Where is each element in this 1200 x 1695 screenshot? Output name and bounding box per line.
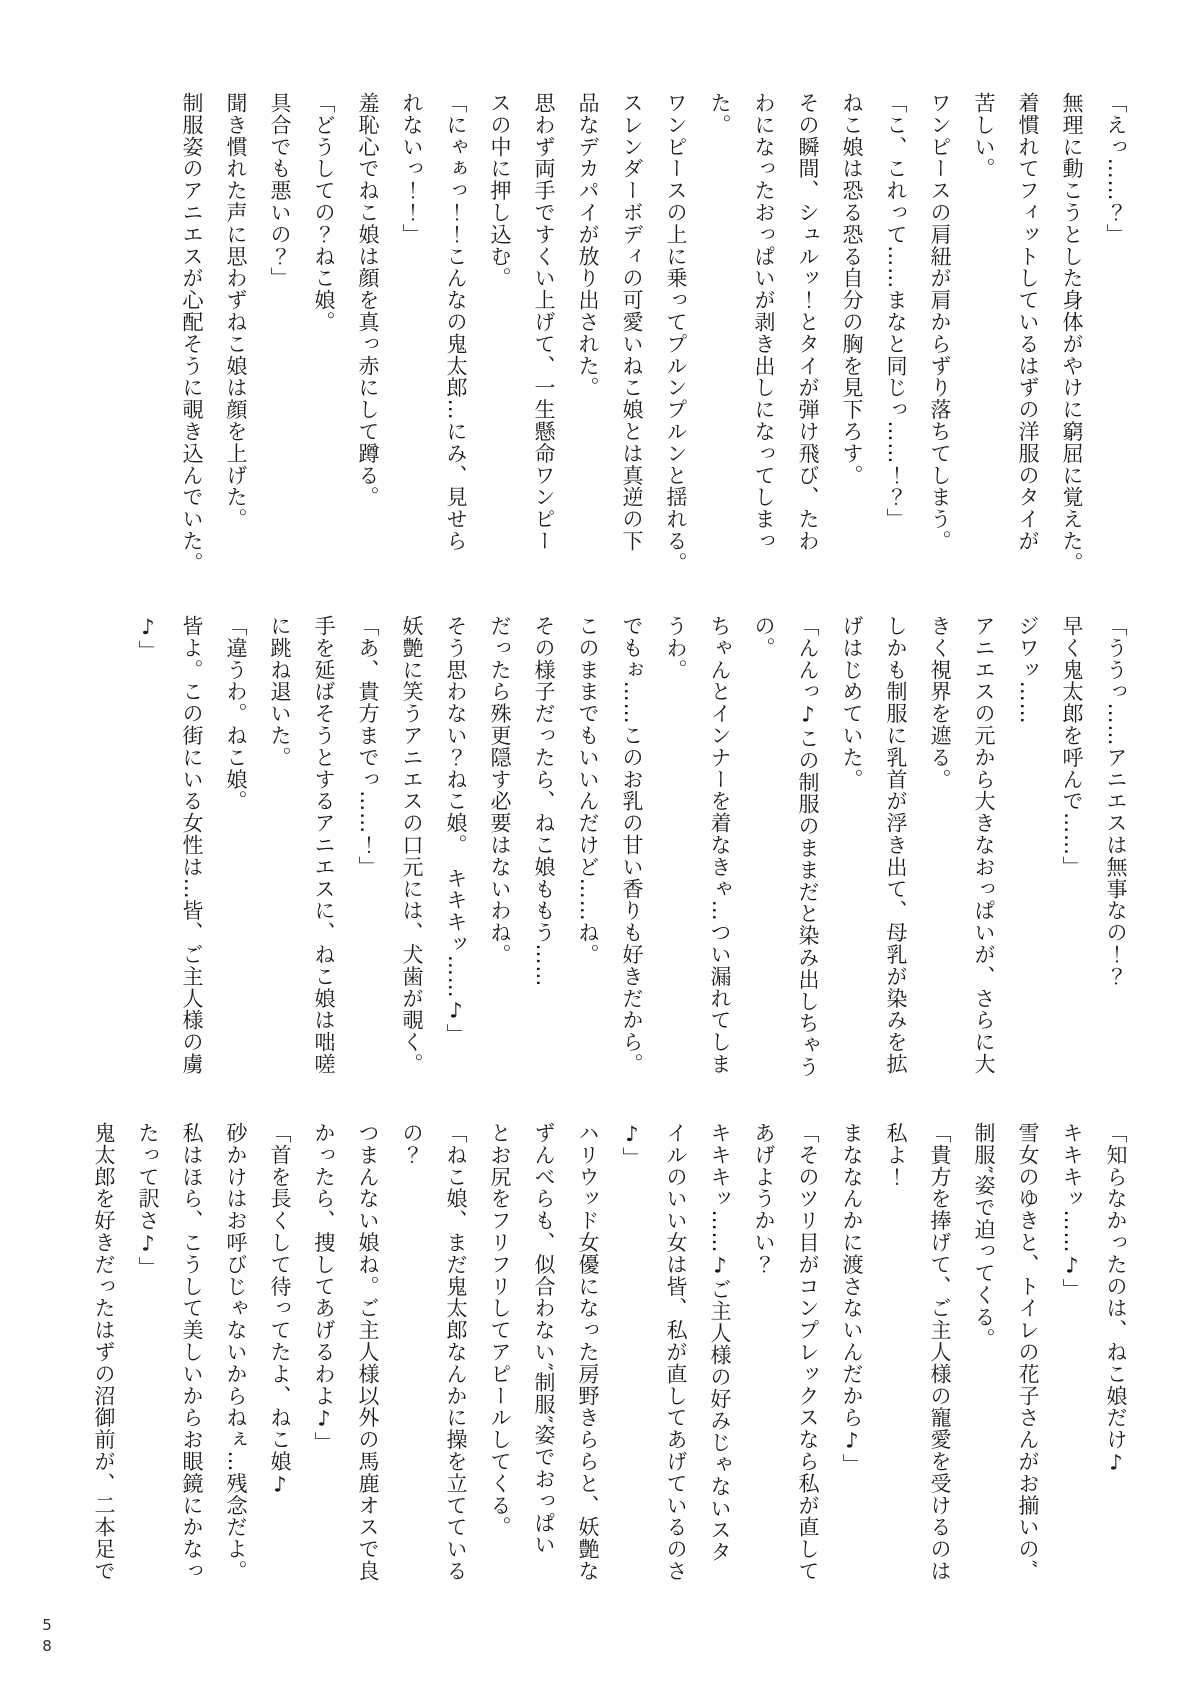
text-line: ワンピースの肩紐が肩からずり落ちてしまう。: [928, 92, 952, 552]
text-line: げはじめていた。: [840, 615, 864, 791]
text-line: 「にゃぁっ！！こんなの鬼太郎…にみ、見せら: [444, 92, 468, 552]
text-line: 「えっ……？」: [1104, 92, 1128, 246]
text-line: の。: [752, 615, 776, 659]
text-line: 聞き慣れた声に思わずねこ娘は顔を上げた。: [224, 92, 248, 530]
text-line: 「んんっ♪この制服のままだと染み出しちゃう: [796, 615, 820, 1078]
text-line: イルのいい女は皆、私が直してあげているのさ: [664, 1122, 688, 1582]
text-line: 「貴方を捧げて、ご主人様の寵愛を受けるのは: [928, 1122, 952, 1582]
text-line: 「どうしての？ねこ娘。: [312, 92, 336, 333]
text-line: 「知らなかったのは、ねこ娘だけ♪: [1104, 1122, 1128, 1476]
text-line: とお尻をフリフリしてアピールしてくる。: [488, 1122, 512, 1539]
text-line: ちゃんとインナーを着なきゃ…つい漏れてしま: [708, 615, 732, 1075]
text-line: 「こ、これって……まなと同じっ……！？」: [884, 92, 908, 530]
text-line: スレンダーボディの可愛いねこ娘とは真逆の下: [620, 92, 644, 552]
text-line: ねこ娘は恐る恐る自分の胸を見下ろす。: [840, 92, 864, 487]
text-line: しかも制服に乳首が浮き出て、母乳が染みを拡: [884, 615, 908, 1075]
text-line: 「首を長くして待ってたよ、ねこ娘♪: [268, 1122, 292, 1498]
text-line: 皆よ。この街にいる女性は…皆、ご主人様の虜: [180, 615, 204, 1075]
text-line: 羞恥心でねこ娘は顔を真っ赤にして蹲る。: [356, 92, 380, 509]
text-line: ずんべらも、似合わない″制服″姿でおっぱい: [532, 1122, 556, 1556]
text-line: その様子だったら、ねこ娘ももう……: [532, 615, 556, 988]
text-line: スの中に押し込む。: [488, 92, 512, 290]
text-line: ジワッ……: [1016, 615, 1040, 725]
text-line: ハリウッド女優になった房野きららと、妖艶な: [576, 1122, 600, 1582]
text-line: の？: [400, 1122, 424, 1166]
text-line: 早く鬼太郎を呼んで……」: [1060, 615, 1084, 878]
text-line: わになったおっぱいが剥き出しになってしまっ: [752, 92, 776, 552]
text-line: つまんない娘ね。ご主人様以外の馬鹿オスで良: [356, 1122, 380, 1582]
text-line: たって訳さ♪」: [136, 1122, 160, 1279]
text-line: 「ううっ……アニエスは無事なの！？: [1104, 615, 1128, 988]
text-line: た。: [708, 92, 732, 136]
text-line: 制服姿のアニエスが心配そうに覗き込んでいた。: [180, 92, 204, 574]
text-block-middle: [126, 615, 1138, 1115]
text-line: 思わず両手ですくい上げて、一生懸命ワンピー: [532, 92, 556, 552]
text-line: あげようかい？: [752, 1122, 776, 1276]
text-line: そう思わない？ねこ娘。 キキキッ……♪」: [444, 615, 468, 1046]
text-line: うわ。: [664, 615, 688, 681]
text-line: ♪」: [136, 615, 160, 662]
text-line: 制服″姿で迫ってくる。: [972, 1122, 996, 1350]
text-line: キキキッ……♪」: [1060, 1122, 1084, 1301]
text-line: ♪」: [620, 1122, 644, 1169]
text-line: 鬼太郎を好きだったはずの沼御前が、二本足で: [92, 1122, 116, 1582]
text-line: きく視界を遮る。: [928, 615, 952, 791]
text-line: 「違うわ。ねこ娘。: [224, 615, 248, 813]
text-line: 「ねこ娘、まだ鬼太郎なんかに操を立てている: [444, 1122, 468, 1582]
text-line: 「あ、貴方までっ……！」: [356, 615, 380, 878]
text-line: ワンピースの上に乗ってプルンプルンと揺れる。: [664, 92, 688, 574]
text-line: 私はほら、こうして美しいからお眼鏡にかなっ: [180, 1122, 204, 1582]
text-line: 雪女のゆきと、トイレの花子さんがお揃いの″: [1016, 1122, 1040, 1569]
text-line: 着慣れてフィットしているはずの洋服のタイが: [1016, 92, 1040, 552]
text-line: アニエスの元から大きなおっぱいが、さらに大: [972, 615, 996, 1075]
text-line: かったら、捜してあげるわよ♪」: [312, 1122, 336, 1454]
text-line: このままでもいいんだけど……ね。: [576, 615, 600, 966]
page-number: 58: [38, 1616, 56, 1658]
text-line: 無理に動こうとした身体がやけに窮屈に覚えた。: [1060, 92, 1084, 574]
text-line: れないっ！！」: [400, 92, 424, 246]
text-line: 苦しい。: [972, 92, 996, 180]
text-block-top: [170, 92, 1138, 592]
text-line: 品なデカパイが放り出された。: [576, 92, 600, 399]
text-line: 妖艶に笑うアニエスの口元には、犬歯が覗く。: [400, 615, 424, 1075]
text-line: その瞬間、シュルッ！とタイが弾け飛び、たわ: [796, 92, 820, 552]
text-line: 「そのツリ目がコンプレックスなら私が直して: [796, 1122, 820, 1582]
text-line: 手を延ばそうとするアニエスに、ねこ娘は咄嗟: [312, 615, 336, 1075]
text-line: 具合でも悪いの？」: [268, 92, 292, 290]
text-line: だったら殊更隠す必要はないわね。: [488, 615, 512, 966]
text-line: 私よ！: [884, 1122, 908, 1188]
text-block-bottom: [82, 1122, 1138, 1622]
text-line: キキキッ……♪ご主人様の好みじゃないスタ: [708, 1122, 732, 1563]
text-line: まななんかに渡さないんだから♪」: [840, 1122, 864, 1476]
text-line: 砂かけはお呼びじゃないからねぇ…残念だよ。: [224, 1122, 248, 1582]
text-line: でもぉ……このお乳の甘い香りも好きだから。: [620, 615, 644, 1075]
text-line: に跳ね退いた。: [268, 615, 292, 769]
